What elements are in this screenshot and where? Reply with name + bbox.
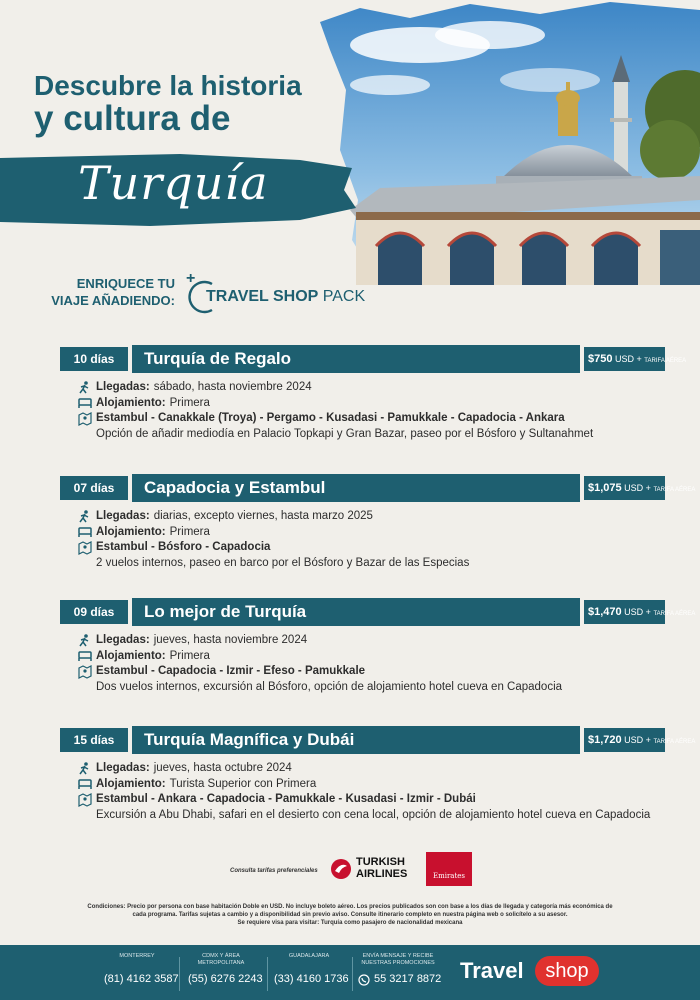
country-banner — [0, 150, 360, 228]
price-suffix: USD + — [624, 735, 651, 745]
pack-plus: + — [186, 270, 196, 287]
lodging-value: Primera — [169, 649, 210, 662]
trip-price — [584, 600, 696, 624]
lodging-label: Alojamiento: — [96, 777, 166, 790]
price-amount: $1,720 — [588, 734, 622, 746]
trip-header — [60, 345, 687, 373]
contact-city: CDMX Y ÁREA METROPOLITANA — [197, 953, 245, 966]
footer-divider — [352, 957, 353, 991]
trip-description: Opción de añadir mediodía en Palacio Topkapi y Gran Bazar, paseo por el Bósforo y Sultanahmet — [96, 427, 594, 440]
arrivals-value: sábado, hasta noviembre 2024 — [153, 381, 312, 393]
bed-icon — [78, 525, 96, 540]
trip-card — [60, 726, 696, 823]
trip-header — [60, 474, 696, 502]
trip-title: Turquía Magnífica y Dubái — [132, 726, 580, 754]
pack-name — [206, 288, 365, 306]
arrivals-value: jueves, hasta octubre 2024 — [153, 762, 292, 774]
contact-city: MONTERREY — [119, 953, 155, 959]
contact-city: ENVÍA MENSAJE Y RECIBE NUESTRAS PROMOCIONES — [361, 953, 435, 966]
conditions-line-2: cada programa. Tarifas sujetas a cambio y a disponibilidad sin previo aviso. Consulte itinerario completo en nuestra página web o solicítelo a su asesor. — [132, 912, 568, 918]
price-amount: $750 — [588, 353, 613, 365]
headline-line-1: Descubre la historia — [34, 70, 302, 101]
footer-divider — [179, 957, 180, 991]
bed-icon — [78, 777, 96, 792]
price-suffix: USD + — [624, 607, 651, 617]
trip-header — [60, 598, 696, 626]
trip-body — [60, 373, 665, 442]
bed-icon — [78, 396, 96, 411]
price-suffix: USD + — [624, 483, 651, 493]
route-value: Estambul - Capadocia - Izmir - Efeso - Pamukkale — [96, 665, 366, 677]
headline — [34, 70, 304, 137]
route-value: Estambul - Ankara - Capadocia - Pamukkale - Kusadasi - Izmir - Dubái — [96, 793, 476, 805]
route-map-icon — [78, 664, 96, 679]
arrivals-value: jueves, hasta noviembre 2024 — [153, 634, 308, 646]
route-value: Estambul - Bósforo - Capadocia — [96, 541, 271, 553]
whatsapp-icon — [358, 974, 370, 986]
price-airfare: TARIFA AÉREA — [653, 487, 696, 493]
trip-days: 15 días — [60, 728, 128, 752]
lodging-label: Alojamiento: — [96, 649, 166, 662]
lodging-label: Alojamiento: — [96, 525, 166, 538]
arrivals-label: Llegadas: — [96, 634, 150, 646]
route-map-icon — [78, 540, 96, 555]
arrivals-label: Llegadas: — [96, 381, 150, 393]
trip-price — [584, 347, 687, 371]
contact-city: GUADALAJARA — [288, 953, 330, 959]
trip-body — [60, 626, 665, 695]
route-map-icon — [78, 792, 96, 807]
emirates-logo: Emirates — [426, 852, 472, 886]
trip-price — [584, 476, 696, 500]
partners-caption: Consulta tarifas preferenciales — [230, 868, 318, 874]
lodging-label: Alojamiento: — [96, 396, 166, 409]
trip-body — [60, 754, 665, 823]
trip-description: Dos vuelos internos, excursión al Bósforo, opción de alojamiento hotel cueva en Capadocia — [96, 680, 563, 693]
enrich-text — [40, 275, 175, 309]
arrivals-value: diarias, excepto viernes, hasta marzo 2025 — [153, 510, 373, 522]
trip-body — [60, 502, 665, 571]
lodging-value: Turista Superior con Primera — [169, 777, 317, 790]
walking-person-icon — [78, 380, 96, 395]
footer-divider — [267, 957, 268, 991]
price-airfare: TARIFA AÉREA — [644, 358, 687, 364]
hero-mosque-photo — [300, 0, 700, 285]
trip-card — [60, 598, 696, 695]
trip-title: Turquía de Regalo — [132, 345, 580, 373]
whatsapp-phone[interactable]: 55 3217 8872 — [374, 973, 442, 985]
trip-title: Capadocia y Estambul — [132, 474, 580, 502]
contact-phone[interactable]: (55) 6276 2243 — [188, 973, 263, 985]
trip-card — [60, 474, 696, 571]
brand-shop: shop — [535, 956, 599, 986]
trip-card — [60, 345, 687, 442]
bed-icon — [78, 649, 96, 664]
trip-description: Excursión a Abu Dhabi, safari en el desierto con cena local, opción de alojamiento hotel cueva en Capadocia — [96, 808, 651, 821]
lodging-value: Primera — [169, 525, 210, 538]
enrich-line-2: VIAJE AÑADIENDO: — [51, 293, 175, 308]
airline-partners — [230, 852, 490, 888]
trip-days: 07 días — [60, 476, 128, 500]
arrivals-label: Llegadas: — [96, 762, 150, 774]
trip-days: 10 días — [60, 347, 128, 371]
walking-person-icon — [78, 761, 96, 776]
route-map-icon — [78, 411, 96, 426]
brand-travel: Travel — [460, 958, 524, 983]
country-name: Turquía — [78, 156, 269, 210]
walking-person-icon — [78, 633, 96, 648]
price-amount: $1,470 — [588, 606, 622, 618]
headline-line-2: y cultura de — [34, 99, 231, 138]
turkish-airlines-name: TURKISH AIRLINES — [356, 856, 408, 880]
walking-person-icon — [78, 509, 96, 524]
conditions-line-1: Condiciones: Precio por persona con base habitación Doble en USD. No incluye boleto aéreo. Los precios publicados son con base a los días de llegada y categoría más económica de — [87, 904, 613, 910]
route-value: Estambul - Canakkale (Troya) - Pergamo - Kusadasi - Pamukkale - Capadocia - Ankara — [96, 412, 565, 424]
turkish-airlines-logo-icon — [330, 858, 352, 880]
price-airfare: TARIFA AÉREA — [653, 611, 696, 617]
trip-description: 2 vuelos internos, paseo en barco por el Bósforo y Bazar de las Especias — [96, 556, 470, 569]
arrivals-label: Llegadas: — [96, 510, 150, 522]
trip-header — [60, 726, 696, 754]
price-airfare: TARIFA AÉREA — [653, 739, 696, 745]
price-suffix: USD + — [615, 354, 642, 364]
price-amount: $1,075 — [588, 482, 622, 494]
trip-title: Lo mejor de Turquía — [132, 598, 580, 626]
enrich-line-1: ENRIQUECE TU — [76, 276, 175, 291]
trip-days: 09 días — [60, 600, 128, 624]
conditions-line-3: Se requiere visa para visitar: Turquía como pasajero de nacionalidad mexicana — [237, 920, 463, 926]
contact-phone[interactable]: (81) 4162 3587 — [104, 973, 179, 985]
trip-price — [584, 728, 696, 752]
lodging-value: Primera — [169, 396, 210, 409]
contact-phone[interactable]: (33) 4160 1736 — [274, 973, 349, 985]
conditions-text — [50, 903, 650, 927]
pack-suffix: PACK — [322, 288, 366, 305]
pack-brand: TRAVEL SHOP — [206, 288, 319, 305]
